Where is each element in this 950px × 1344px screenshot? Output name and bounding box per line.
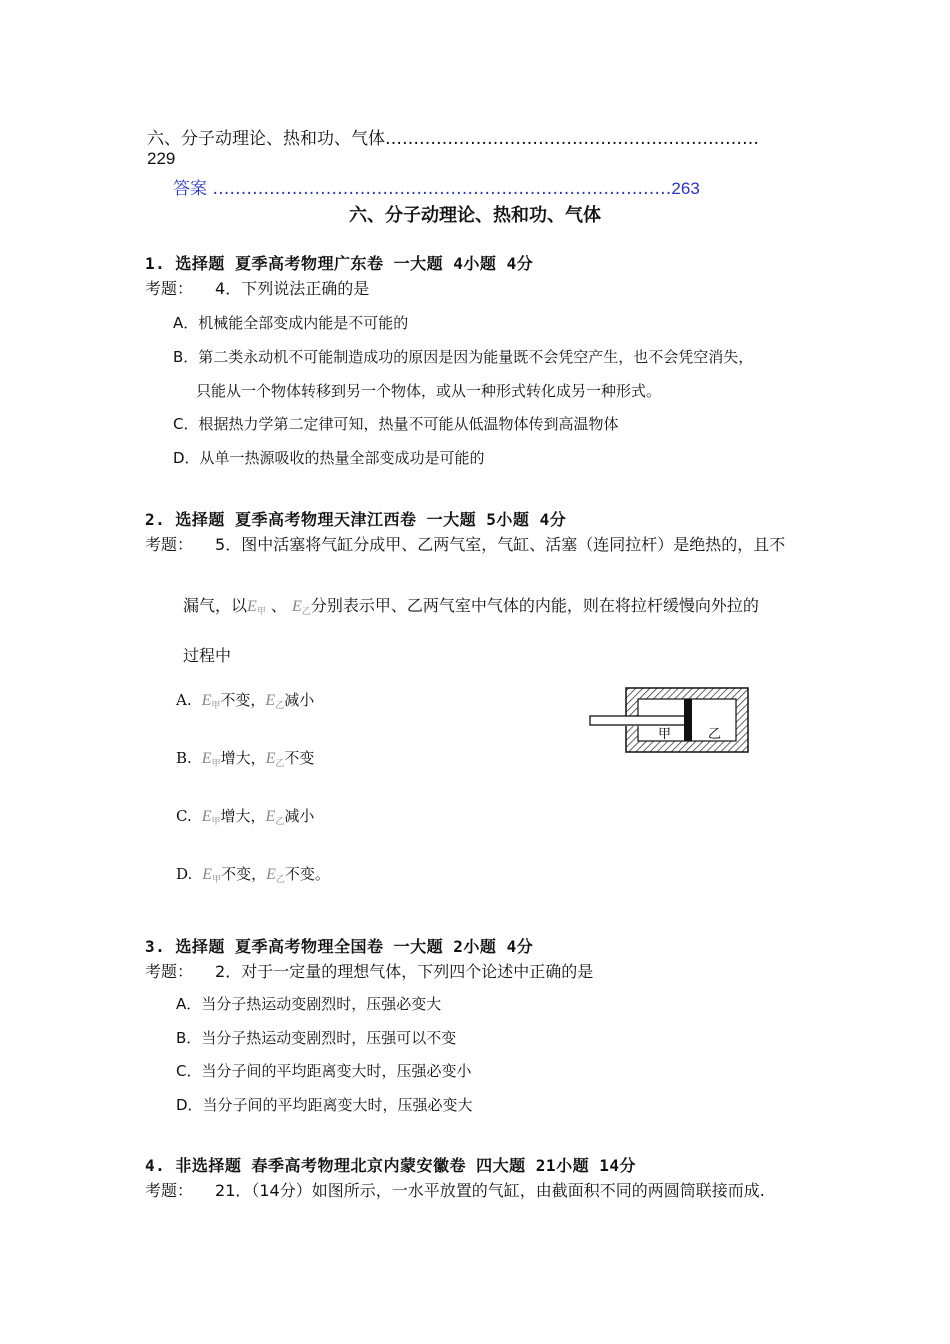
subscript-jia: 甲 — [212, 875, 222, 885]
toc-entry-1-title: 六、分子动理论、热和功、气体 — [147, 129, 385, 149]
toc-entry-1-page: 229 — [147, 149, 176, 168]
toc-entry-2-page: 263 — [671, 179, 700, 198]
text-span: 增大， — [220, 807, 266, 825]
piston — [684, 699, 692, 741]
question-2-stem-line-2 — [183, 593, 759, 617]
question-2-text: 5．图中活塞将气缸分成甲、乙两气室，气缸、活塞（连同拉杆）是绝热的，且不 — [215, 535, 786, 554]
text-span: 分别表示甲、乙两气室中气体的内能，则在将拉杆缓慢向外拉的 — [310, 596, 759, 615]
text-span: 不变 — [284, 749, 315, 767]
option-letter: B. — [176, 749, 192, 767]
question-4-header: 4. 非选择题 春季高考物理北京内蒙安徽卷 四大题 21小题 14分 — [145, 1156, 636, 1175]
toc-entry-1[interactable] — [147, 124, 759, 149]
question-1-option-a: A．机械能全部变成内能是不可能的 — [173, 314, 409, 332]
energy-symbol: E — [247, 598, 257, 615]
subscript-jia: 甲 — [211, 759, 221, 769]
energy-symbol: E — [265, 750, 276, 767]
question-1-header: 1. 选择题 夏季高考物理广东卷 一大题 4小题 4分 — [145, 254, 534, 273]
section-title: 六、分子动理论、热和功、气体 — [349, 205, 601, 226]
text-span: 漏气，以 — [183, 596, 248, 615]
subscript-jia: 甲 — [211, 701, 221, 711]
question-3-option-c: C．当分子间的平均距离变大时，压强必变小 — [176, 1062, 472, 1080]
pull-rod — [590, 716, 686, 725]
subscript-yi: 乙 — [275, 759, 285, 769]
question-2-option-c — [176, 805, 314, 827]
option-letter: D. — [176, 865, 193, 883]
subscript-jia: 甲 — [211, 817, 221, 827]
subscript-jia: 甲 — [256, 607, 266, 617]
question-3-option-a: A．当分子热运动变剧烈时，压强必变大 — [176, 995, 442, 1013]
subscript-yi: 乙 — [275, 875, 285, 885]
question-2-stem — [145, 532, 785, 555]
question-4-label: 考题： — [145, 1181, 194, 1200]
question-3-option-d: D．当分子间的平均距离变大时，压强必变大 — [176, 1096, 473, 1114]
question-3-option-b: B．当分子热运动变剧烈时，压强可以不变 — [176, 1029, 457, 1047]
subscript-yi: 乙 — [275, 817, 285, 827]
energy-symbol: E — [265, 692, 276, 709]
question-2-option-b — [176, 747, 314, 769]
question-3-header: 3. 选择题 夏季高考物理全国卷 一大题 2小题 4分 — [145, 937, 534, 956]
text-span: 减小 — [284, 807, 315, 825]
chamber-jia-label: 甲 — [658, 727, 672, 742]
energy-symbol: E — [266, 866, 276, 883]
toc-entry-2[interactable] — [173, 174, 700, 199]
text-span: 增大， — [220, 749, 266, 767]
question-1-option-c: C．根据热力学第二定律可知，热量不可能从低温物体传到高温物体 — [173, 415, 619, 433]
energy-symbol: E — [201, 692, 212, 709]
energy-symbol: E — [201, 750, 212, 767]
question-1-option-b-cont: 只能从一个物体转移到另一个物体，或从一种形式转化成另一种形式。 — [196, 382, 662, 400]
text-span: 不变， — [220, 691, 266, 709]
energy-symbol: E — [201, 808, 212, 825]
toc-entry-2-title: 答案 — [173, 179, 207, 199]
question-4-stem — [145, 1178, 765, 1201]
question-2-label: 考题： — [145, 535, 194, 554]
question-1-option-d: D．从单一热源吸收的热量全部变成功是可能的 — [173, 449, 485, 467]
toc-entry-1-leader: ………………………………………………………… — [385, 129, 759, 149]
energy-symbol: E — [292, 598, 302, 615]
option-letter: C. — [176, 807, 192, 825]
subscript-yi: 乙 — [275, 701, 285, 711]
toc-entry-2-leader: ……………………………………………………………………… — [212, 179, 672, 199]
question-2-option-a — [176, 689, 314, 711]
option-letter: A. — [176, 691, 192, 709]
question-3-stem — [145, 959, 593, 982]
question-2-option-d — [176, 863, 330, 885]
cylinder-piston-figure — [588, 686, 752, 754]
question-3-label: 考题： — [145, 962, 194, 981]
subscript-yi: 乙 — [301, 607, 311, 617]
energy-symbol: E — [265, 808, 276, 825]
question-1-label: 考题： — [145, 279, 194, 298]
question-3-text: 2．对于一定量的理想气体，下列四个论述中正确的是 — [215, 962, 594, 981]
question-1-text: 4．下列说法正确的是 — [215, 279, 370, 298]
text-span: 、 — [270, 596, 287, 615]
text-span: 不变， — [221, 865, 267, 883]
chamber-yi-label: 乙 — [708, 727, 722, 742]
question-2-stem-line-3: 过程中 — [183, 646, 232, 665]
text-span: 减小 — [284, 691, 315, 709]
energy-symbol: E — [202, 866, 213, 883]
text-span: 不变。 — [284, 865, 330, 883]
question-1-stem — [145, 276, 369, 299]
question-4-text: 21．（14分）如图所示，一水平放置的气缸，由截面积不同的两圆筒联接而成. — [215, 1181, 765, 1200]
question-2-header: 2. 选择题 夏季高考物理天津江西卷 一大题 5小题 4分 — [145, 510, 567, 529]
question-1-option-b: B．第二类永动机不可能制造成功的原因是因为能量既不会凭空产生，也不会凭空消失， — [173, 348, 754, 366]
